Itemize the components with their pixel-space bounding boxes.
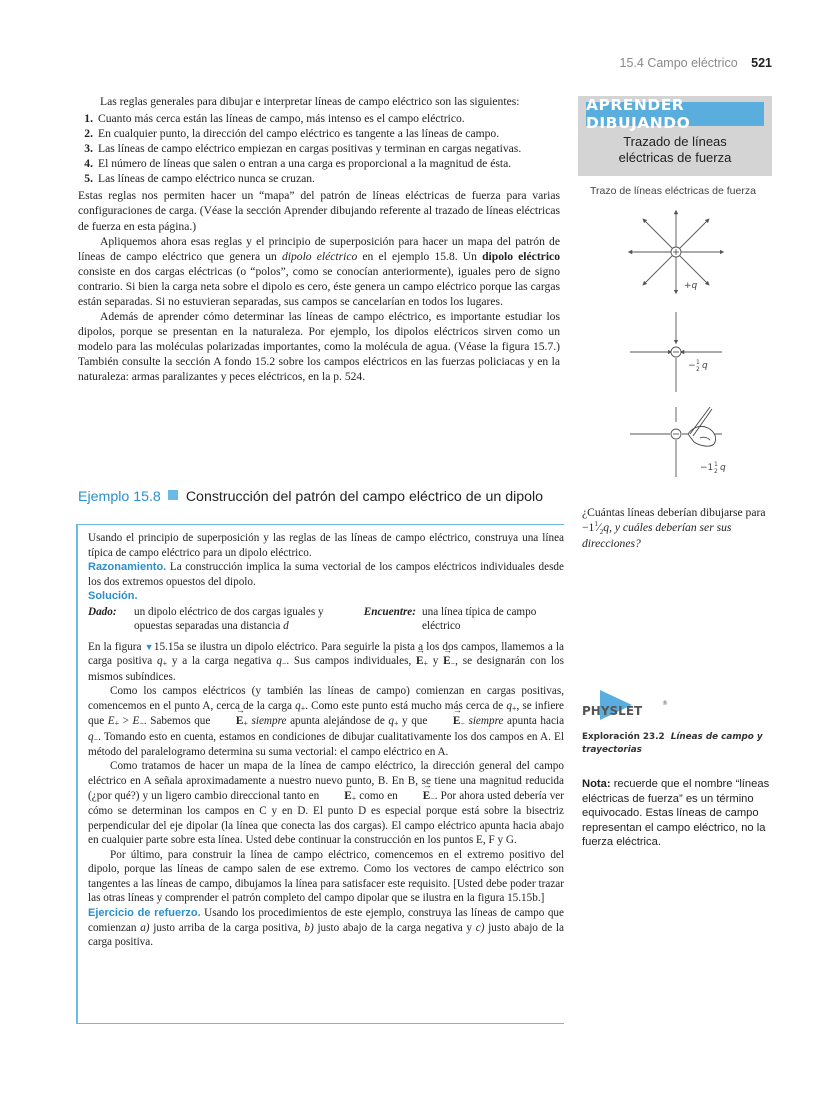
example-title: Construcción del patrón del campo eléctrico de un dipolo: [185, 489, 544, 505]
study-paragraph: Además de aprender cómo determinar las líneas de campo eléctrico, es importante estudiar los dipolos, porque se presentan en la naturaleza. Por ejemplo, los dipolos eléctricos sirven como un modelo para las moléculas polarizadas importantes, como la molécula de agua. (Véase la figura 15.7.) También consulte la sección A fondo 15.2 sobre los campos eléctricos en las fuerzas policiacas y en la naturaleza: armas paralizantes y peces eléctricos, en la p. 524.: [78, 309, 560, 384]
solucion-label: Solución.: [88, 590, 138, 603]
physlet-block: [582, 688, 772, 757]
dipole-paragraph: Apliquemos ahora esas reglas y el principio de superposición para hacer un mapa del patrón de líneas de campo eléctrico que genera un dipolo eléctrico en el ejemplo 15.8. Un dipolo eléctrico consiste en dos cargas eléctricas (o “polos”, como se conocían anteriormente), iguales pero de signo contrario. Si bien la carga neta sobre el dipolo es cero, éste genera un campo eléctrico porque las cargas están separadas. Si no estuvieran separadas, sus campos se cancelarían en todos los lugares.: [78, 234, 560, 308]
example-label: Ejemplo 15.8: [78, 489, 161, 505]
q-label-3: q: [720, 463, 726, 473]
encuentre-label: Encuentre:: [363, 605, 416, 618]
rule-item: 2. En cualquier punto, la dirección del campo eléctrico es tangente a las líneas de campo.: [84, 127, 500, 141]
triangle-down-icon: ▼: [144, 641, 154, 652]
drawing-hand-icon: [688, 407, 716, 446]
field-lines-drawing: [600, 202, 760, 492]
half-fraction-label-2: 1 2: [714, 461, 718, 475]
half-fraction-label: 1 2: [696, 359, 700, 373]
intro-paragraph: Las reglas generales para dibujar e interpretar líneas de campo eléctrico son las siguientes:: [100, 95, 520, 108]
minus-sign-label: −: [688, 361, 696, 371]
solution-paragraph-3: Como tratamos de hacer un mapa de la línea de campo eléctrico, la dirección general del campo eléctrico en A señala aproximadamente a nuestro nuevo punto, B. En B, se tiene una magnitud reducida (¿por qué?) y un ligero cambio direccional tanto en → $E_+$ como en → $E_-$. Por ahora usted debería ver cómo se determinan los campos en C y en D. El punto D es especial porque está sobre la bisectriz perpendicular del eje dipolar (la línea que conecta las dos cargas). El campo eléctrico apunta hacia abajo en cualquier parte sobre esta línea. Usted debe continuar la construcción en los puntos E, F y G.: [88, 759, 564, 847]
exercise-paragraph: Ejercicio de refuerzo. Usando los procedimientos de este ejemplo, construya las líneas de campo que comienzan a) justo arriba de la carga positiva, b) justo abajo de la carga negativa y c) justo abajo de la carga positiva.: [88, 906, 564, 949]
minus-one-label: −1: [700, 463, 714, 473]
dado-text: un dipolo eléctrico de dos cargas iguales y opuestas separadas una distancia d: [134, 605, 324, 633]
map-paragraph: Estas reglas nos permiten hacer un “mapa” del patrón de líneas eléctricas de fuerza para varias configuraciones de carga. (Véase la sección Aprender dibujando referente al trazado de líneas eléctricas de fuerza en esta página.): [78, 189, 560, 233]
solution-paragraph-4: Por último, para construir la línea de campo eléctrico, comencemos en el extremo positivo del dipolo, porque las líneas de campo salen de ese extremo. Como los vectores de campo eléctrico son tangentes a las líneas de campo, dibujamos la línea para satisfacer este requisito. [Usted debe poder trazar las otras líneas y comprender el patrón completo del campo dipolar que se ilustra en la figura 15.15b.]: [88, 848, 564, 905]
example-box: [76, 524, 564, 1024]
solution-paragraph-2: Como los campos eléctricos (y también las líneas de campo) comienzan en cargas positivas, comencemos en el punto A, cerca de la carga $q_+$. Como este punto está mucho más cerca de $q_+$, se infiere que $E_+ > E_-$. Sabemos que → $E_+$ siempre apunta alejándose de $q_+$ y que → $E_-$ siempre apunta hacia $q_-$. Tomando esto en cuenta, estamos en condiciones de dibujar cualitativamente los dos campos en A. El método del paralelogramo determina su suma vectorial: el campo eléctrico en A.: [88, 684, 564, 759]
negative-half-charge-diagram: [630, 312, 722, 392]
square-bullet-icon: [168, 490, 178, 500]
rules-list: [78, 111, 560, 186]
example-heading: [78, 489, 560, 506]
rule-item: 4. El número de líneas que salen o entran a una carga es proporcional a la magnitud de ésta.: [84, 157, 512, 171]
rule-item: 5. Las líneas de campo eléctrico nunca se cruzan.: [84, 172, 315, 186]
aprender-dibujando-logo: APRENDER DIBUJANDO: [586, 102, 764, 126]
svg-text:PHYSLET: PHYSLET: [582, 704, 643, 718]
aprender-subtitle: Trazado de líneas eléctricas de fuerza: [618, 134, 732, 166]
encuentre-text: una línea típica de campo eléctrico: [422, 605, 537, 633]
figure-caption: Trazo de líneas eléctricas de fuerza: [590, 185, 756, 197]
example-statement: Usando el principio de superposición y las reglas de las líneas de campo eléctrico, construya una línea típica de campo eléctrico para un dipolo eléctrico.: [88, 532, 564, 559]
rule-item: 3. Las líneas de campo eléctrico empiezan en cargas positivas y terminan en cargas negativas.: [84, 142, 522, 156]
q-label-2: q: [702, 361, 708, 371]
sidebar-question: ¿Cuántas líneas deberían dibujarse para $-1^1⁄_2q$, y cuáles deberían ser sus direcciones?: [582, 506, 766, 551]
rule-item: 1. Cuanto más cerca están las líneas de campo, más intenso es el campo eléctrico.: [84, 112, 465, 126]
page-header: [620, 56, 772, 70]
section-title: 15.4 Campo eléctrico: [619, 56, 738, 70]
razonamiento-paragraph: Razonamiento. La construcción implica la suma vectorial de los campos eléctricos individuales desde los dos extremos opuestos del dipolo.: [88, 561, 564, 588]
positive-charge-diagram: [630, 212, 722, 292]
aprender-dibujando-box: [578, 96, 772, 176]
page-number: 521: [751, 56, 772, 70]
svg-text:®: ®: [662, 700, 668, 707]
physlet-logo: [582, 688, 672, 722]
dado-label: Dado:: [88, 605, 117, 618]
solution-paragraph-1: En la figura ▼15.15a se ilustra un dipolo eléctrico. Para seguirle la pista a los dos campos, llamemos a la carga positiva $q_+$ y a la carga negativa $q_-$. Sus campos individuales, → $E_+$ $y \to E_-$, se designarán con los mismos subíndices.: [88, 640, 564, 685]
given-find-row: [88, 605, 564, 634]
plus-q-label: +q: [684, 281, 698, 291]
physlet-caption: Exploración 23.2 Líneas de campo y trayectorias: [582, 732, 763, 755]
main-column: [78, 94, 560, 384]
nota-block: Nota: recuerde que el nombre “líneas eléctricas de fuerza” es un término equivocado. Estas líneas de campo representan el campo eléctrico, no la fuerza eléctrica.: [582, 778, 770, 849]
